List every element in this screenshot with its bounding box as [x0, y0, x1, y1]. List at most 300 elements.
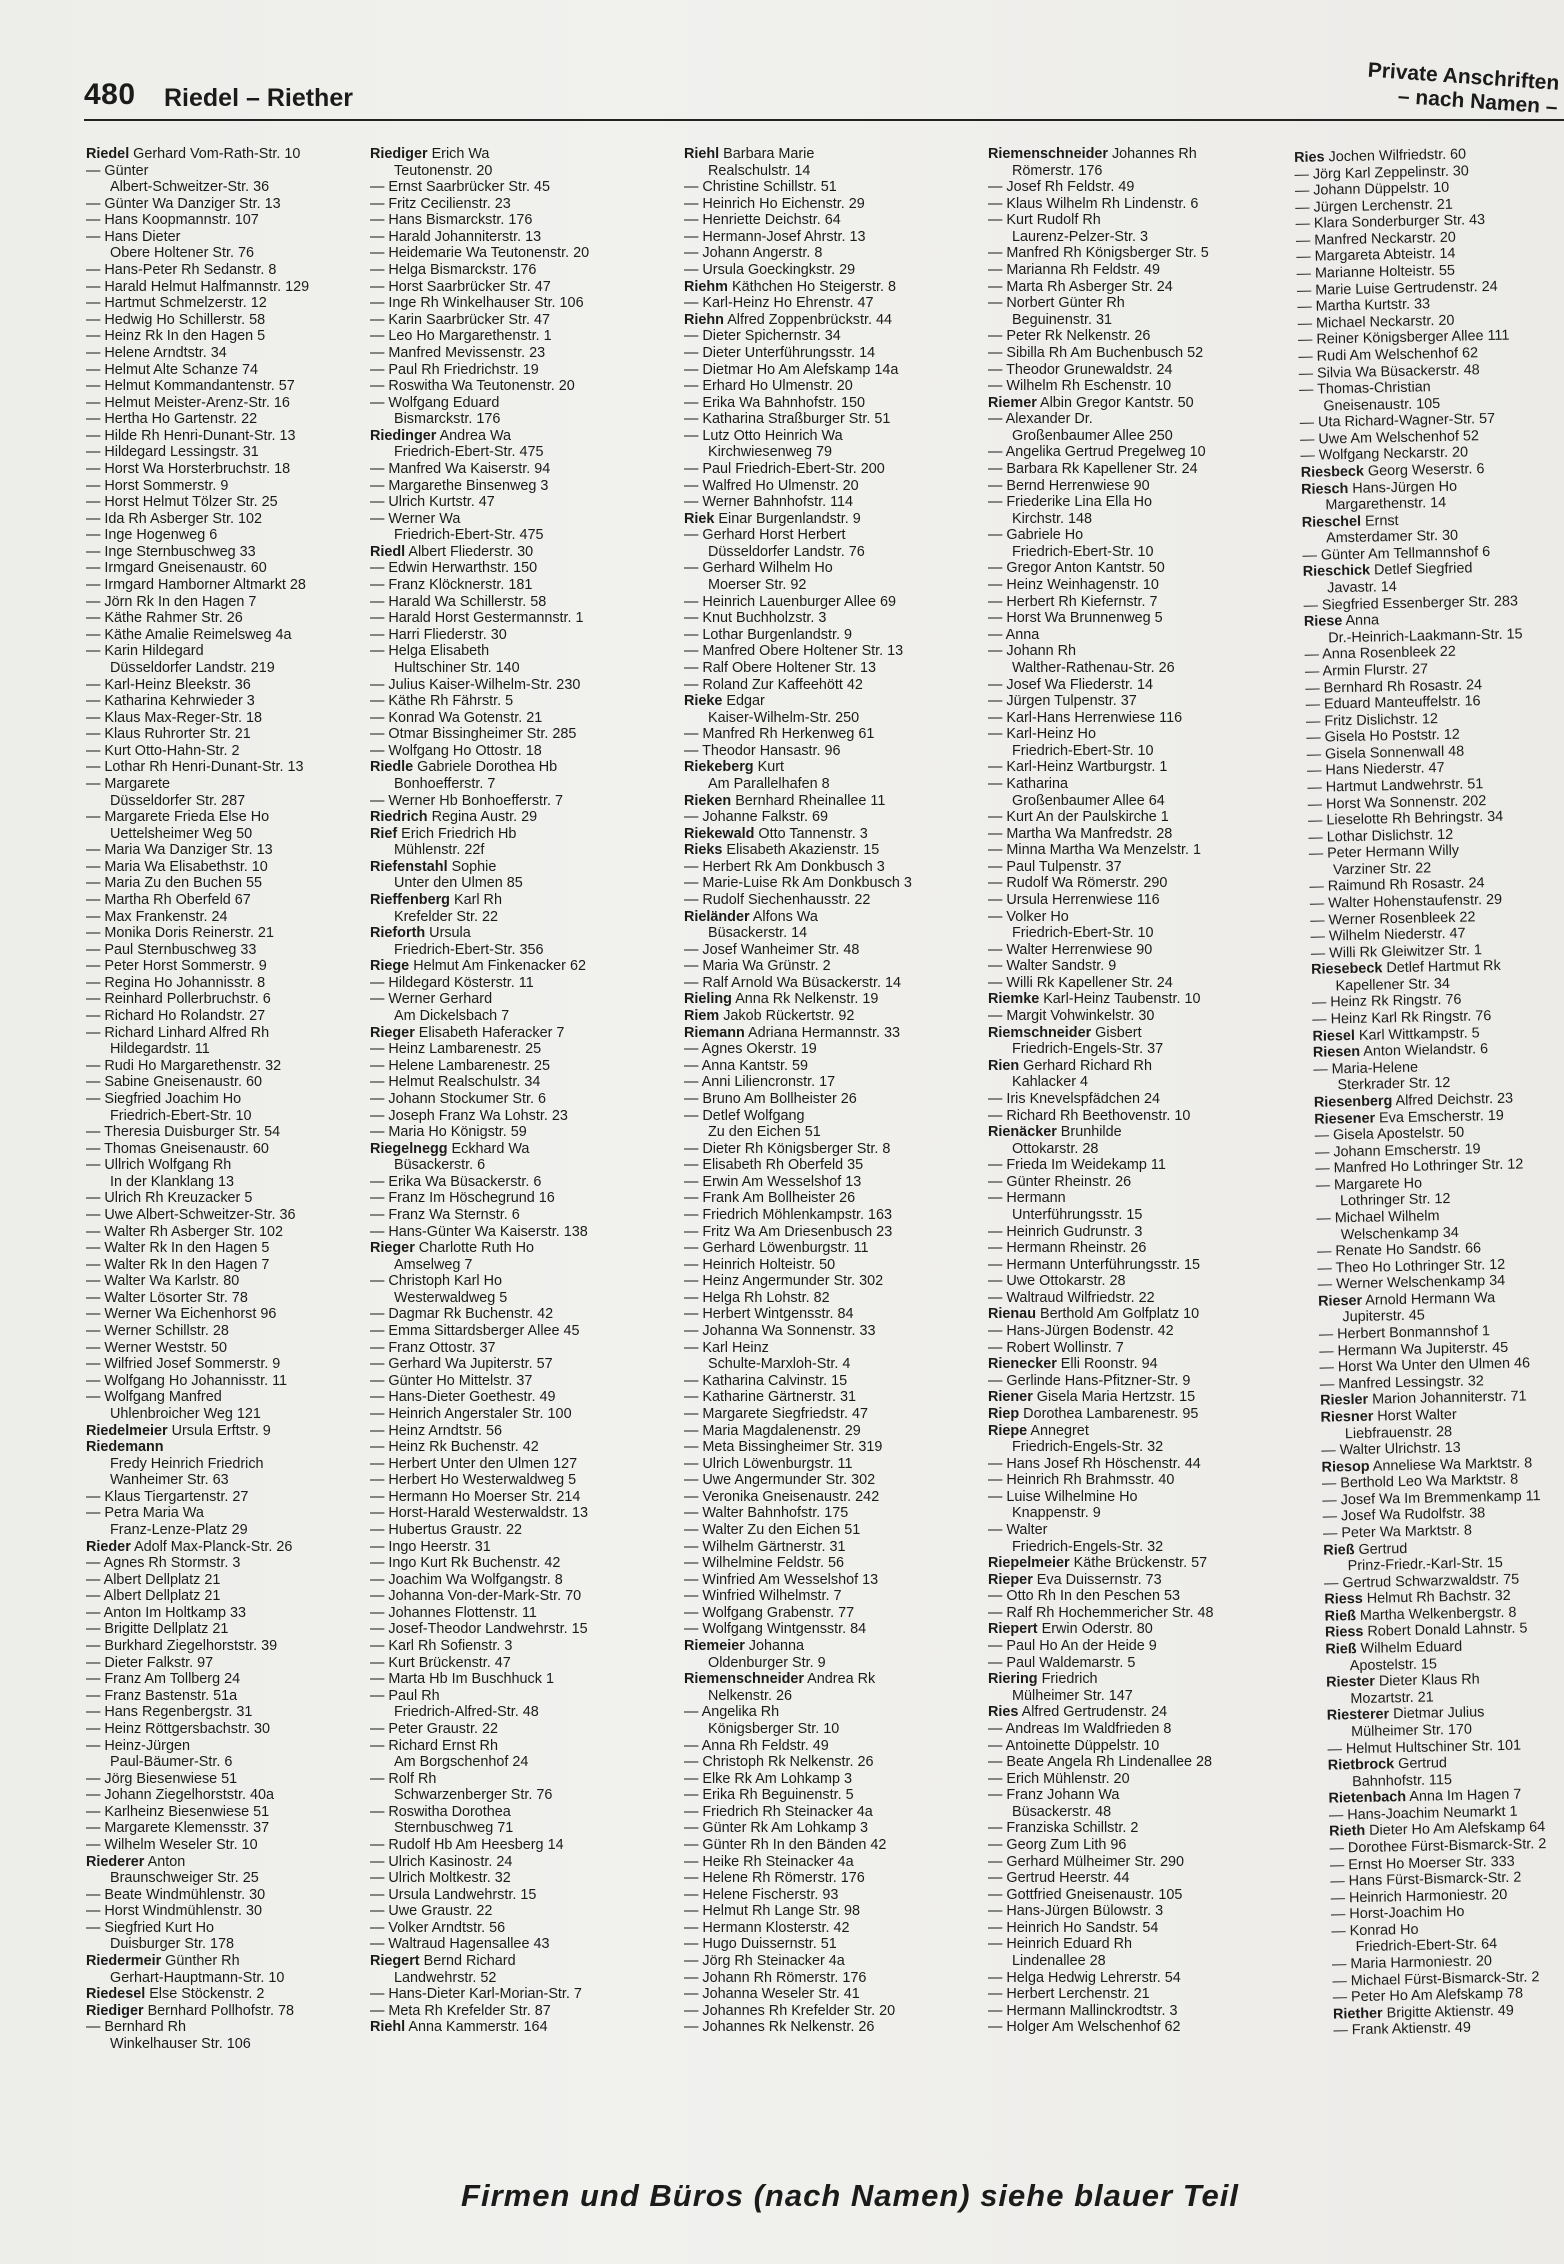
sub-entry: — Heinz Weinhagenstr. 10 [988, 577, 1159, 594]
sub-entry: — Martha Wa Manfredstr. 28 [988, 825, 1173, 842]
surname: Riemer [988, 394, 1037, 411]
sub-entry: — Barbara Rk Kapellener Str. 24 [988, 460, 1198, 477]
sub-entry: — Johanne Falkstr. 69 [684, 809, 828, 826]
sub-entry: — Rudolf Wa Römerstr. 290 [988, 875, 1168, 892]
sub-entry: — Katharina Calvinstr. 15 [684, 1372, 848, 1389]
surname-entry [684, 909, 974, 926]
sub-entry: — Inge Rh Winkelhauser Str. 106 [370, 295, 584, 312]
entry-continuation: Kirchwiesenweg 79 [708, 444, 832, 461]
surname-entry [684, 1671, 974, 1688]
surname: Riesner [1320, 1408, 1374, 1426]
page-number: 480 [84, 78, 136, 111]
entry-continuation: Römerstr. 176 [1012, 162, 1103, 179]
entry-continuation: Laurenz-Pelzer-Str. 3 [1012, 228, 1148, 245]
surname: Riepert [988, 1621, 1038, 1638]
entry-details: Helmut Am Finkenacker 62 [409, 958, 586, 975]
sub-entry: — Henriette Deichstr. 64 [684, 212, 841, 229]
sub-entry: — Walter Rh Asberger Str. 102 [86, 1223, 284, 1240]
sub-entry: — Inge Sternbuschweg 33 [86, 543, 256, 560]
sub-entry: — Josef Rh Feldstr. 49 [988, 179, 1135, 196]
sub-entry: — Franz Bastenstr. 51a [86, 1687, 238, 1704]
surname: Riediger [370, 146, 428, 162]
entry-details: Johannes Rh [1107, 146, 1197, 162]
entry-details: Brigitte Aktienstr. 49 [1382, 2002, 1514, 2022]
entry-continuation: Friedrich-Ebert-Str. 356 [394, 941, 544, 958]
sub-entry: — Richard Linhard Alfred Rh [86, 1024, 270, 1041]
sub-entry: — Heinrich Ho Sandstr. 54 [988, 1919, 1159, 1936]
sub-entry: — Inge Hogenweg 6 [86, 527, 218, 544]
sub-entry: — Johanna Weseler Str. 41 [684, 1986, 860, 2003]
entry-details: Hans-Jürgen Ho [1348, 478, 1458, 497]
sub-entry: — Walter [988, 1521, 1048, 1538]
sub-entry: — Agnes Okerstr. 19 [684, 1041, 817, 1058]
sub-entry: — Ursula Goeckingkstr. 29 [684, 262, 856, 279]
sub-entry: — Beate Angela Rh Lindenallee 28 [988, 1754, 1213, 1771]
surname: Rieling [684, 991, 732, 1008]
sub-entry: — Willi Rk Gleiwitzer Str. 1 [1310, 941, 1483, 962]
sub-entry: — Walter Lösorter Str. 78 [86, 1289, 248, 1306]
surname-entry [370, 428, 660, 445]
sub-entry: — Raimund Rh Rosastr. 24 [1309, 875, 1485, 896]
sub-entry: — Dieter Unterführungsstr. 14 [684, 344, 876, 361]
sub-entry: — Johanna Wa Sonnenstr. 33 [684, 1323, 876, 1340]
sub-entry: — Werner Weststr. 50 [86, 1339, 228, 1356]
sub-entry: — Dieter Falkstr. 97 [86, 1654, 214, 1671]
sub-entry: — Uwe Ottokarstr. 28 [988, 1273, 1126, 1290]
sub-entry: — Walter Sandstr. 9 [988, 958, 1117, 975]
surname: Riedemann [86, 1439, 164, 1456]
sub-entry: — Gottfried Gneisenaustr. 105 [988, 1886, 1183, 1903]
sub-entry: — Käthe Rh Fährstr. 5 [370, 693, 514, 710]
sub-entry: — Margarete [86, 775, 170, 792]
sub-entry: — Gisela Ho Poststr. 12 [1306, 726, 1461, 747]
sub-entry: — Elisabeth Rh Oberfeld 35 [684, 1157, 864, 1174]
entry-continuation: Friedrich-Engels-Str. 32 [1012, 1439, 1164, 1456]
entry-continuation: Oldenburger Str. 9 [708, 1654, 826, 1671]
surname-entry [684, 146, 974, 163]
surname-entry [684, 511, 974, 528]
sub-entry: — Julius Kaiser-Wilhelm-Str. 230 [370, 676, 581, 693]
sub-entry: — Walter Bahnhofstr. 175 [684, 1505, 849, 1522]
entry-details: Horst Walter [1373, 1406, 1457, 1425]
surname-entry [86, 1539, 376, 1556]
sub-entry: — Marta Rh Asberger Str. 24 [988, 278, 1173, 295]
entry-details: Erwin Oderstr. 80 [1037, 1621, 1153, 1638]
sub-entry: — Werner Wa [370, 510, 461, 527]
sub-entry: — Robert Wollinstr. 7 [988, 1339, 1124, 1356]
entry-details: Käthe Brückenstr. 57 [1069, 1555, 1208, 1572]
sub-entry: — Jörn Rk In den Hagen 7 [86, 593, 257, 610]
entry-continuation: Bismarckstr. 176 [394, 411, 501, 428]
sub-entry: — Anton Im Holtkamp 33 [86, 1604, 246, 1621]
sub-entry: — Regina Ho Johannisstr. 8 [86, 974, 266, 991]
surname-entry [86, 146, 376, 163]
entry-details: Eva Emscherstr. 19 [1374, 1107, 1504, 1127]
sub-entry: — Heinz-Jürgen [86, 1737, 190, 1754]
sub-entry: — Kurt Brückenstr. 47 [370, 1654, 511, 1671]
entry-continuation: Ottokarstr. 28 [1012, 1140, 1099, 1157]
surname: Rieß [1323, 1541, 1355, 1559]
entry-continuation: Moerser Str. 92 [708, 577, 807, 594]
sub-entry: — Paul Ho An der Heide 9 [988, 1638, 1157, 1655]
sub-entry: — Margarete Siegfriedstr. 47 [684, 1405, 868, 1422]
surname-entry [988, 1124, 1278, 1141]
sub-entry: — Marie-Luise Rk Am Donkbusch 3 [684, 875, 912, 892]
sub-entry: — Agnes Rh Stormstr. 3 [86, 1555, 241, 1572]
entry-details: Karl-Heinz Taubenstr. 10 [1039, 991, 1201, 1008]
entry-continuation: Westerwaldweg 5 [394, 1289, 508, 1306]
sub-entry: — Erhard Ho Ulmenstr. 20 [684, 378, 853, 395]
surname: Rieschick [1302, 562, 1371, 581]
column-4 [988, 146, 1278, 2156]
sub-entry: — Günter Ho Mittelstr. 37 [370, 1372, 533, 1389]
entry-continuation: Apostelstr. 15 [1349, 1655, 1438, 1674]
entry-continuation: Obere Holtener Str. 76 [110, 245, 254, 262]
entry-continuation: Mozartstr. 21 [1350, 1689, 1434, 1707]
sub-entry: — Hans Niederstr. 47 [1306, 760, 1445, 780]
sub-entry: — Dieter Spichernstr. 34 [684, 328, 841, 345]
sub-entry: — Ernst Ho Moerser Str. 333 [1329, 1853, 1515, 1874]
sub-entry: — Horst Windmühlenstr. 30 [86, 1903, 262, 1920]
sub-entry: — Wilhelm Weseler Str. 10 [86, 1836, 258, 1853]
surname: Riedelmeier [86, 1422, 168, 1439]
sub-entry: — Johannes Rh Krefelder Str. 20 [684, 2002, 896, 2019]
sub-entry: — Friedrich Rh Steinacker 4a [684, 1803, 873, 1820]
sub-entry: — Thomas Gneisenaustr. 60 [86, 1140, 269, 1157]
surname-entry [988, 1704, 1278, 1721]
entry-continuation: Realschulstr. 14 [708, 162, 811, 179]
sub-entry: — Uwe Am Welschenhof 52 [1299, 428, 1480, 448]
surname: Rietenbach [1328, 1789, 1407, 1807]
sub-entry: — Heinrich Rh Brahmsstr. 40 [988, 1472, 1175, 1489]
sub-entry: — Jörg Karl Zeppelinstr. 30 [1294, 162, 1470, 183]
sub-entry: — Günter Rh In den Bänden 42 [684, 1836, 887, 1853]
sub-entry: — Detlef Wolfgang [684, 1107, 805, 1124]
surname: Ries [1294, 149, 1325, 166]
surname: Rienäcker [988, 1124, 1057, 1141]
sub-entry: — Manfred Ho Lothringer Str. 12 [1315, 1156, 1524, 1178]
sub-entry: — Karin Hildegard [86, 643, 204, 660]
sub-entry: — Walter Wa Karlstr. 80 [86, 1273, 240, 1290]
sub-entry: — Maria Wa Grünstr. 2 [684, 958, 831, 975]
sub-entry: — Harald Helmut Halfmannstr. 129 [86, 278, 310, 295]
sub-entry: — Hermann Rheinstr. 26 [988, 1240, 1147, 1257]
sub-entry: — Hans-Jürgen Bülowstr. 3 [988, 1903, 1164, 1920]
entry-details: Georg Weserstr. 6 [1363, 461, 1485, 480]
surname-entry [370, 925, 660, 942]
entry-details: Ernst [1360, 512, 1399, 530]
entry-details: Johanna [744, 1638, 805, 1655]
entry-details: Anneliese Wa Marktstr. 8 [1369, 1454, 1533, 1475]
sub-entry: — Hermann [988, 1190, 1066, 1207]
surname-entry [370, 892, 660, 909]
entry-continuation: Großenbaumer Allee 250 [1012, 427, 1173, 444]
surname: Riediger [86, 2002, 144, 2019]
surname-entry [988, 1389, 1278, 1406]
entry-continuation: Friedrich-Ebert-Str. 64 [1355, 1936, 1498, 1956]
sub-entry: — Kurt An der Paulskirche 1 [988, 809, 1169, 826]
sub-entry: — Richard Ho Rolandstr. 27 [86, 1008, 266, 1025]
sub-entry: — Leo Ho Margarethenstr. 1 [370, 328, 552, 345]
entry-continuation: Sternbuschweg 71 [394, 1820, 514, 1837]
sub-entry: — Margarete Ho [1315, 1175, 1423, 1194]
page-header [84, 58, 1564, 132]
sub-entry: — Joseph Franz Wa Lohstr. 23 [370, 1107, 568, 1124]
entry-details: Anton [144, 1853, 186, 1870]
sub-entry: — Willi Rk Kapellener Str. 24 [988, 974, 1173, 991]
sub-entry: — Richard Rh Beethovenstr. 10 [988, 1107, 1191, 1124]
entry-continuation: Büsackerstr. 48 [1012, 1803, 1112, 1820]
sub-entry: — Volker Ho [988, 908, 1069, 925]
sub-entry: — Johann Angerstr. 8 [684, 245, 823, 262]
sub-entry: — Iris Knevelspfädchen 24 [988, 1090, 1160, 1107]
sub-entry: — Alexander Dr. [988, 411, 1093, 428]
sub-entry: — Walfred Ho Ulmenstr. 20 [684, 477, 859, 494]
surname-entry [684, 1638, 974, 1655]
surname: Riemenschneider [684, 1671, 804, 1688]
sub-entry: — Ida Rh Asberger Str. 102 [86, 510, 262, 527]
entry-details: Bernd Richard [419, 1953, 516, 1970]
surname: Rief [370, 825, 398, 842]
directory-columns [86, 146, 1564, 2156]
entry-details: Regina Austr. 29 [427, 809, 538, 826]
sub-entry: — Hans Fürst-Bismarck-Str. 2 [1330, 1869, 1522, 1890]
sub-entry: — Franziska Schillstr. 2 [988, 1820, 1139, 1837]
sub-entry: — Meta Rh Krefelder Str. 87 [370, 2002, 551, 2019]
entry-continuation: Hultschiner Str. 140 [394, 659, 520, 676]
sub-entry: — Maria Wa Elisabethstr. 10 [86, 858, 268, 875]
surname-entry [86, 1439, 376, 1456]
sub-entry: — Anna Kantstr. 59 [684, 1057, 808, 1074]
sub-entry: — Helene Rh Römerstr. 176 [684, 1870, 865, 1887]
sub-entry: — Horst Wa Sonnenstr. 202 [1307, 792, 1487, 813]
surname: Riemke [988, 991, 1040, 1008]
sub-entry: — Gerlinde Hans-Pfitzner-Str. 9 [988, 1372, 1191, 1389]
surname: Riester [1325, 1673, 1376, 1691]
sub-entry: — Josef Wa Rudolfstr. 38 [1322, 1505, 1486, 1526]
sub-entry: — Hertha Ho Gartenstr. 22 [86, 411, 258, 428]
sub-entry: — Karl-Hans Herrenwiese 116 [988, 709, 1183, 726]
sub-entry: — Hans Koopmannstr. 107 [86, 212, 259, 229]
surname: Riesop [1321, 1458, 1370, 1476]
sub-entry: — Waltraud Wilfriedstr. 22 [988, 1289, 1155, 1306]
sub-entry: — Rudolf Siechenhausstr. 22 [684, 892, 871, 909]
sub-entry: — Anna Rosenbleek 22 [1304, 644, 1456, 664]
entry-continuation: Mülheimer Str. 147 [1012, 1687, 1133, 1704]
entry-continuation: Kapellener Str. 34 [1335, 975, 1451, 995]
entry-continuation: Sterkrader Str. 12 [1337, 1075, 1451, 1094]
surname: Rieffenberg [370, 892, 450, 909]
sub-entry: — Kurt Rudolf Rh [988, 212, 1101, 229]
sub-entry: — Franz Wa Sternstr. 6 [370, 1207, 520, 1223]
surname: Rieß [1325, 1641, 1357, 1658]
sub-entry: — Hedwig Ho Schillerstr. 58 [86, 311, 266, 328]
sub-entry: — Helmut Alte Schanze 74 [86, 361, 258, 378]
sub-entry: — Harald Wa Schillerstr. 58 [370, 593, 547, 610]
sub-entry: — Peter Ho Am Alefskamp 78 [1332, 1985, 1524, 2006]
sub-entry: — Gerhard Wilhelm Ho [684, 560, 833, 577]
sub-entry: — Roland Zur Kaffeehött 42 [684, 676, 863, 693]
entry-details: Gerhard Vom-Rath-Str. 10 [129, 146, 301, 162]
entry-continuation: Walther-Rathenau-Str. 26 [1012, 659, 1175, 676]
sub-entry: — Franz Ottostr. 37 [370, 1339, 496, 1356]
surname-entry [988, 1423, 1278, 1440]
entry-continuation: Krefelder Str. 22 [394, 908, 498, 925]
sub-entry: — Maria Wa Danziger Str. 13 [86, 842, 273, 859]
surname: Riesch [1300, 480, 1349, 498]
entry-details: Dietmar Julius [1389, 1704, 1485, 1723]
surname-entry [370, 958, 660, 975]
entry-details: Ursula [425, 925, 471, 942]
sub-entry: — Christoph Rk Nelkenstr. 26 [684, 1754, 874, 1771]
sub-entry: — Michael Neckarstr. 20 [1297, 312, 1455, 332]
sub-entry: — Gisela Apostelstr. 50 [1314, 1124, 1465, 1144]
entry-details: Anna [1342, 612, 1380, 630]
sub-entry: — Johann Stockumer Str. 6 [370, 1090, 546, 1107]
sub-entry: — Dagmar Rk Buchenstr. 42 [370, 1306, 554, 1323]
entry-continuation: Franz-Lenze-Platz 29 [110, 1521, 248, 1538]
surname-entry [988, 1555, 1278, 1572]
sub-entry: — Fritz Wa Am Driesenbusch 23 [684, 1223, 893, 1240]
entry-continuation: Großenbaumer Allee 64 [1012, 792, 1165, 809]
sub-entry: — Margit Vohwinkelstr. 30 [988, 1008, 1155, 1025]
sub-entry: — Winfried Am Wesselshof 13 [684, 1571, 879, 1588]
entry-continuation: Gneisenaustr. 105 [1323, 395, 1441, 415]
sub-entry: — Johann Emscherstr. 19 [1314, 1141, 1481, 1161]
entry-continuation: Lothringer Str. 12 [1339, 1191, 1451, 1210]
surname: Riefenstahl [370, 858, 448, 875]
surname-entry [684, 826, 974, 843]
sub-entry: — Manfred Obere Holtener Str. 13 [684, 643, 904, 660]
sub-entry: — Käthe Rahmer Str. 26 [86, 610, 243, 627]
entry-continuation: Gerhart-Hauptmann-Str. 10 [110, 1969, 285, 1986]
sub-entry: — Hermann Wa Jupiterstr. 45 [1318, 1339, 1509, 1360]
footer-note: Firmen und Büros (nach Namen) siehe blauer Teil [461, 2178, 1239, 2213]
sub-entry: — Heidemarie Wa Teutonenstr. 20 [370, 245, 590, 262]
sub-entry: — Georg Zum Lith 96 [988, 1836, 1127, 1853]
sub-entry: — Martha Kurtstr. 33 [1297, 296, 1431, 316]
sub-entry: — Beate Windmühlenstr. 30 [86, 1886, 266, 1903]
entry-details: Dorothea Lambarenestr. 95 [1019, 1405, 1199, 1422]
sub-entry: — Gertrud Schwarzwaldstr. 75 [1323, 1571, 1520, 1592]
sub-entry: — Lothar Dislichstr. 12 [1308, 826, 1454, 846]
sub-entry: — Manfred Lessingstr. 32 [1319, 1373, 1484, 1393]
sub-entry: — Walter Herrenwiese 90 [988, 941, 1153, 958]
sub-entry: — Hermann Unterführungsstr. 15 [988, 1256, 1200, 1273]
sub-entry: — Karin Saarbrücker Str. 47 [370, 311, 550, 328]
sub-entry: — Hans Bismarckstr. 176 [370, 212, 533, 229]
entry-continuation: Braunschweiger Str. 25 [110, 1870, 259, 1887]
sub-entry: — Volker Arndtstr. 56 [370, 1919, 506, 1936]
sub-entry: — Fritz Cecilienstr. 23 [370, 195, 511, 212]
sub-entry: — Holger Am Welschenhof 62 [988, 2019, 1181, 2036]
sub-entry: — Uwe Albert-Schweitzer-Str. 36 [86, 1207, 296, 1223]
sub-entry: — Karl-Heinz Ho Ehrenstr. 47 [684, 295, 874, 312]
sub-entry: — Renate Ho Sandstr. 66 [1316, 1240, 1482, 1260]
sub-entry: — Erika Rh Beguinenstr. 5 [684, 1787, 854, 1804]
entry-details: Else Stöckenstr. 2 [145, 1986, 265, 2003]
sub-entry: — Franz Johann Wa [988, 1787, 1120, 1804]
sub-entry: — Ernst Saarbrücker Str. 45 [370, 179, 550, 196]
sub-entry: — Monika Doris Reinerstr. 21 [86, 925, 274, 942]
sub-entry: — Heinrich Eduard Rh [988, 1936, 1132, 1953]
sub-entry: — Dorothee Fürst-Bismarck-Str. 2 [1329, 1836, 1547, 1857]
sub-entry: — Werner Schillstr. 28 [86, 1323, 229, 1340]
surname: Rieländer [684, 908, 750, 925]
sub-entry: — Heinz Arndtstr. 56 [370, 1422, 502, 1439]
sub-entry: — Gerhard Mülheimer Str. 290 [988, 1853, 1184, 1870]
entry-continuation: Teutonenstr. 20 [394, 162, 493, 179]
surname-entry [988, 1356, 1278, 1373]
sub-entry: — Frank Am Bollheister 26 [684, 1190, 856, 1207]
sub-entry: — Horst Saarbrücker Str. 47 [370, 278, 551, 295]
sub-entry: — Martha Rh Oberfeld 67 [86, 892, 251, 909]
surname: Riess [1324, 1624, 1364, 1642]
sub-entry: — Franz Klöcknerstr. 181 [370, 577, 533, 594]
sub-entry: — Angelika Rh [684, 1704, 780, 1721]
surname: Rietbrock [1327, 1756, 1395, 1774]
sub-entry: — Marianna Rh Feldstr. 49 [988, 262, 1160, 279]
sub-entry: — Sibilla Rh Am Buchenbusch 52 [988, 344, 1204, 361]
surname: Riesbeck [1300, 463, 1365, 481]
sub-entry: — Paul Rh [370, 1687, 440, 1704]
entry-details: Detlef Siegfried [1369, 560, 1473, 579]
entry-continuation: Liebfrauenstr. 28 [1344, 1423, 1453, 1442]
entry-continuation: Büsackerstr. 14 [708, 925, 808, 942]
sub-entry: — Lieselotte Rh Behringstr. 34 [1307, 808, 1504, 829]
entry-details: Erich Wa [427, 146, 490, 162]
surname: Riether [1332, 2005, 1383, 2023]
entry-details: Arnold Hermann Wa [1361, 1289, 1496, 1309]
sub-entry: — Albert Dellplatz 21 [86, 1588, 221, 1605]
entry-continuation: Friedrich-Ebert-Str. 475 [394, 444, 544, 461]
entry-continuation: Varziner Str. 22 [1332, 860, 1432, 879]
entry-details: Anna Im Hagen 7 [1405, 1786, 1522, 1806]
sub-entry: — Hans-Dieter Karl-Morian-Str. 7 [370, 1986, 582, 2003]
surname: Riedrich [370, 809, 428, 826]
surname: Riehm [684, 278, 728, 295]
sub-entry: — Helga Elisabeth [370, 643, 490, 660]
surname-entry [86, 1953, 376, 1970]
surname: Riegert [370, 1953, 420, 1970]
surname-entry [370, 2019, 660, 2036]
sub-entry: — Anna [988, 626, 1040, 643]
surname-entry [370, 1240, 660, 1257]
surname: Riedl [370, 543, 406, 560]
sub-entry: — Klara Sonderburger Str. 43 [1295, 212, 1486, 233]
entry-continuation: Düsseldorfer Landstr. 219 [110, 659, 275, 676]
entry-details: Alfred Deichstr. 23 [1392, 1090, 1514, 1110]
sub-entry: — Heinrich Holteistr. 50 [684, 1256, 836, 1273]
surname-entry [988, 1572, 1278, 1589]
surname-entry [988, 991, 1278, 1008]
sub-entry: — Gerhard Löwenburgstr. 11 [684, 1240, 869, 1257]
surname: Riedermeir [86, 1953, 162, 1970]
surname: Rieschel [1301, 513, 1362, 531]
entry-details: Anna Kammerstr. 164 [405, 2019, 548, 2036]
sub-entry: — Elke Rk Am Lohkamp 3 [684, 1770, 852, 1787]
surname: Rieger [370, 1240, 415, 1257]
entry-continuation: Landwehrstr. 52 [394, 1969, 497, 1986]
entry-continuation: Hildegardstr. 11 [110, 1041, 210, 1058]
sub-entry: — Helene Arndtstr. 34 [86, 344, 227, 361]
surname-entry [988, 146, 1278, 163]
sub-entry: — Rolf Rh [370, 1770, 437, 1787]
surname-entry [370, 1953, 660, 1970]
sub-entry: — Eduard Manteuffelstr. 16 [1305, 693, 1481, 713]
column-2 [370, 146, 660, 2156]
entry-continuation: Paul-Bäumer-Str. 6 [110, 1754, 233, 1771]
